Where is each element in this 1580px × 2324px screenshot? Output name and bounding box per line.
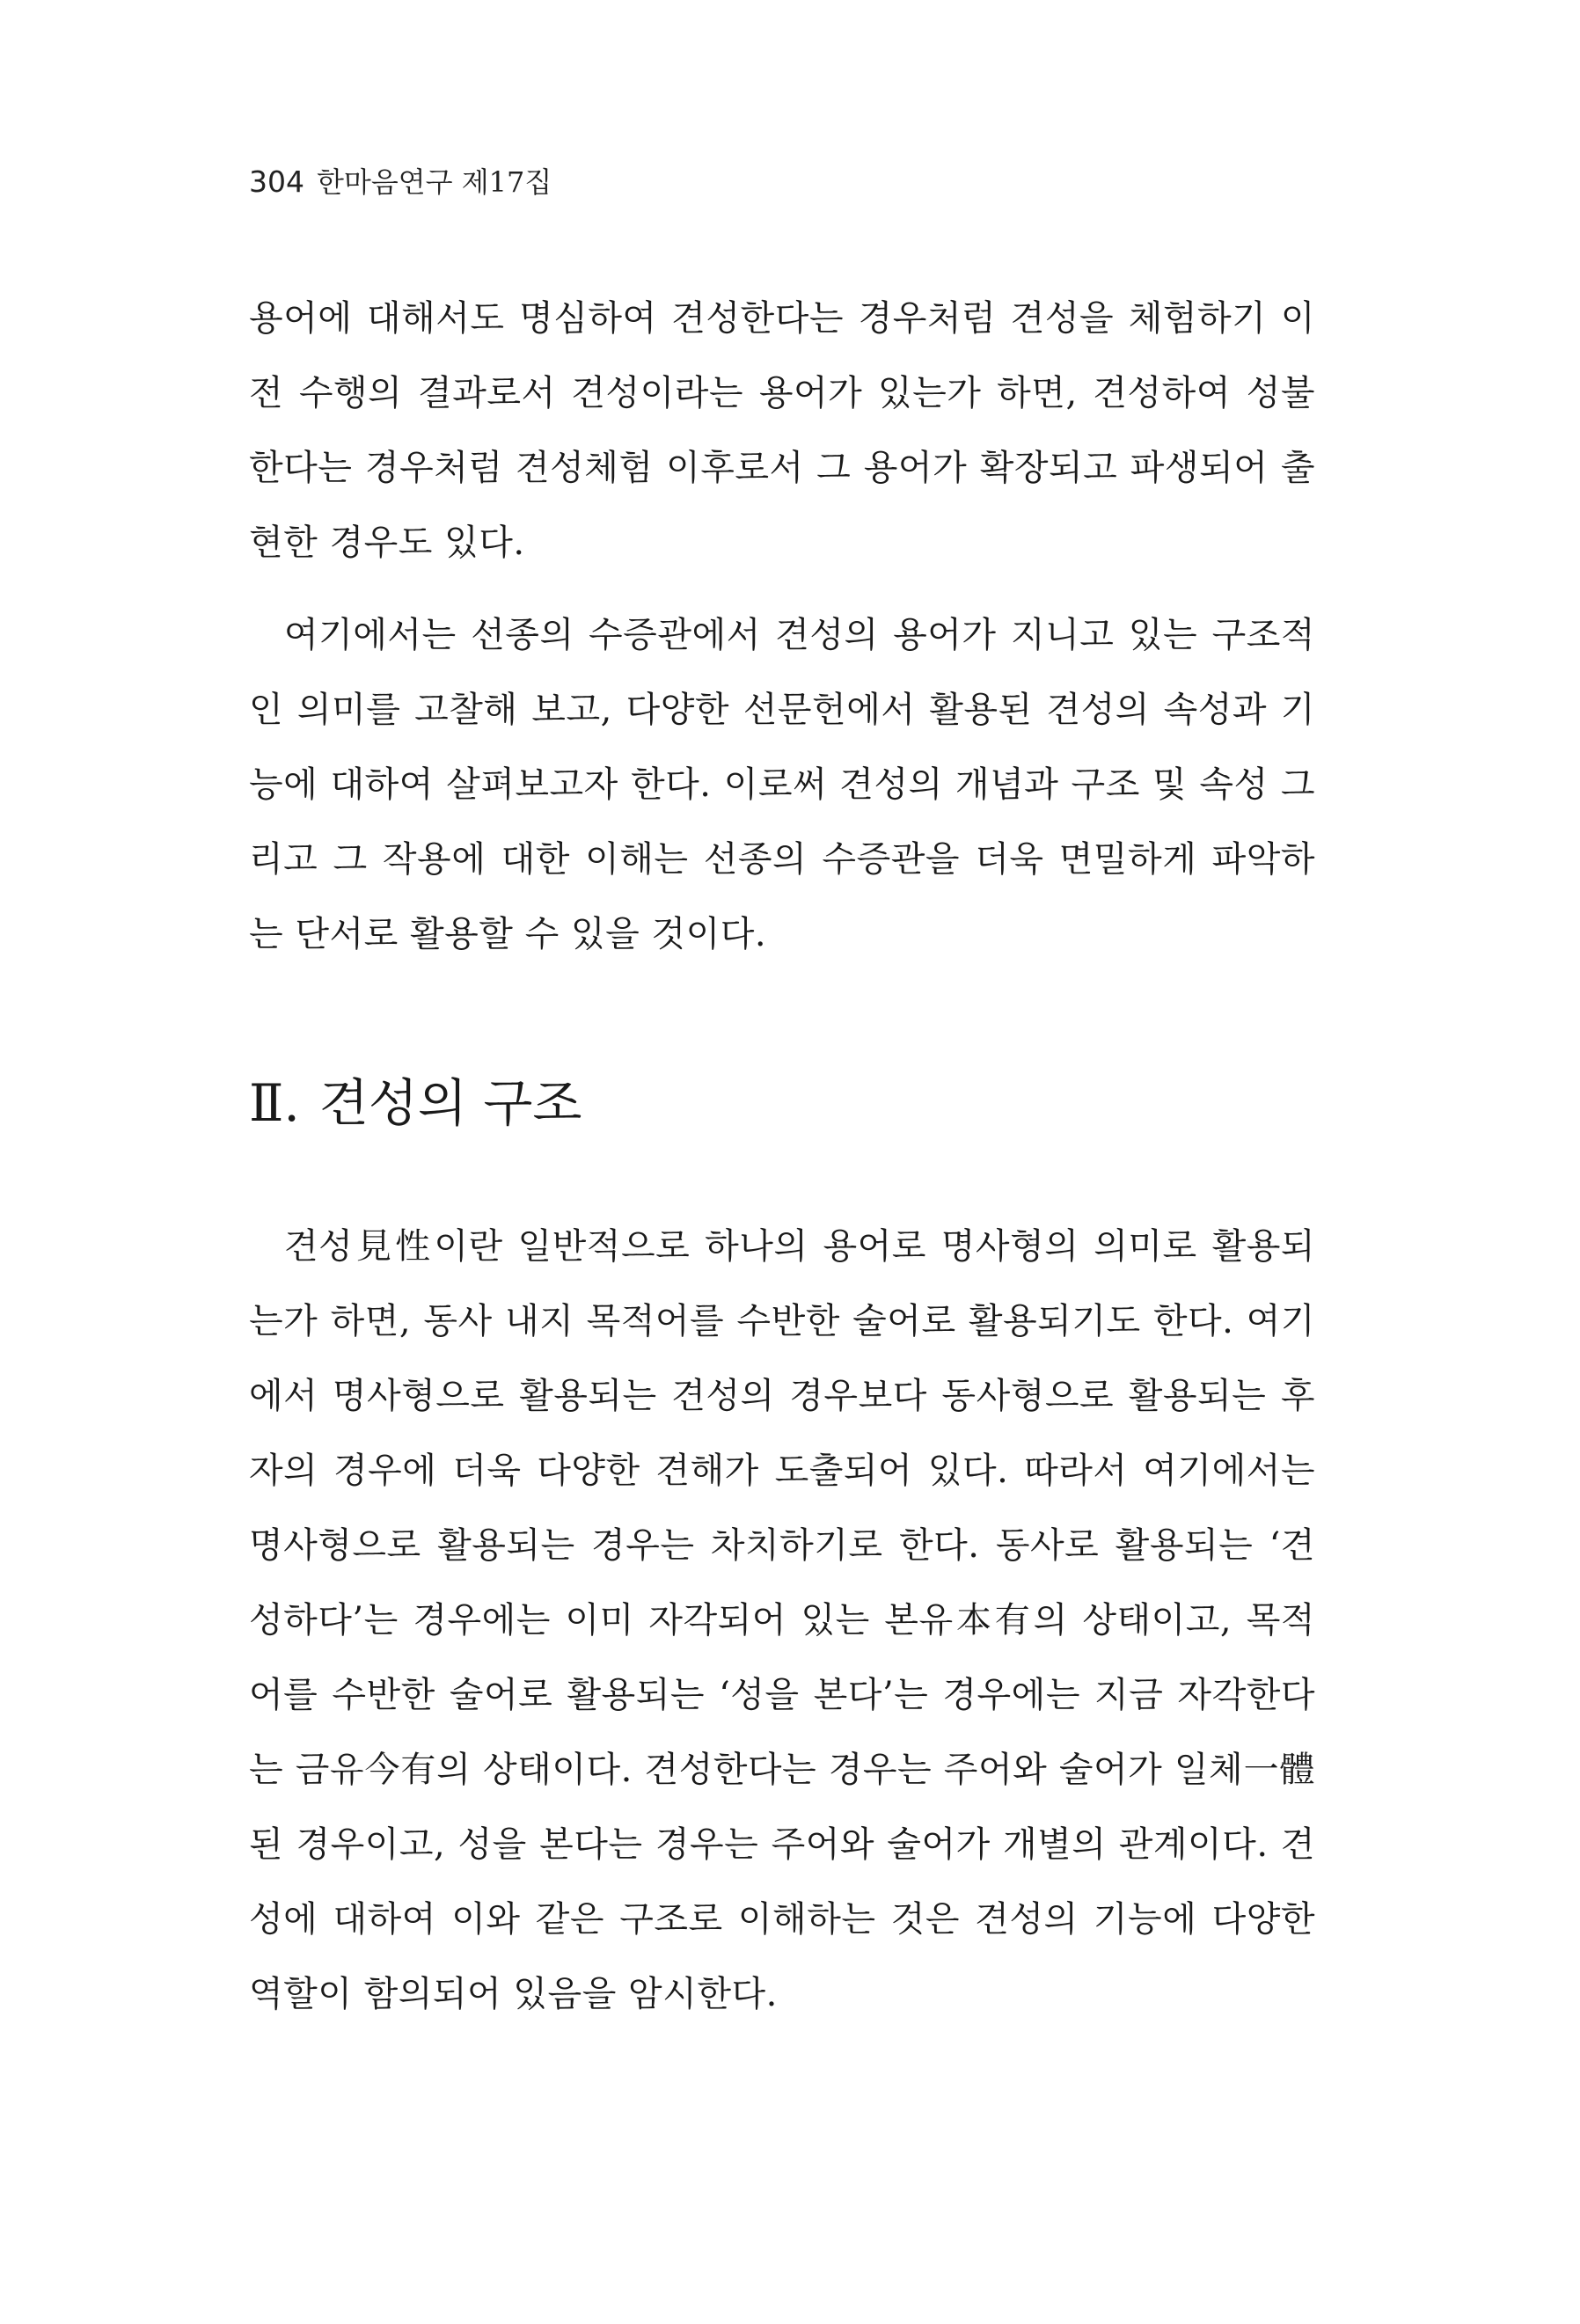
- section-numeral: Ⅱ.: [249, 1073, 300, 1133]
- page-number: 304: [249, 164, 304, 199]
- body-paragraph-continued: 용어에 대해서도 명심하여 견성한다는 경우처럼 견성을 체험하기 이전 수행의 결과로서 견성이라는 용어가 있는가 하면, 견성하여 성불한다는 경우처럼 견성체험 이후로서 그 용어가 확장되고 파생되어 출현한 경우도 있다.: [249, 298, 1315, 563]
- running-head: [249, 164, 552, 199]
- section-body-paragraph: 견성見性이란 일반적으로 하나의 용어로 명사형의 의미로 활용되는가 하면, 동사 내지 목적어를 수반한 술어로 활용되기도 한다. 여기에서 명사형으로 활용되는 견성의 경우보다 동사형으로 활용되는 후자의 경우에 더욱 다양한 견해가 도출되어 있다. 따라서 여기에서는 명사형으로 활용되는 경우는 차치하기로 한다. 동사로 활용되는 ‘견성하다’는 경우에는 이미 자각되어 있는 본유本有의 상태이고, 목적어를 수반한 술어로 활용되는 ‘성을 본다’는 경우에는 지금 자각한다는 금유今有의 상태이다. 견성한다는 경우는 주어와 술어가 일체一體된 경우이고, 성을 본다는 경우는 주어와 술어가 개별의 관계이다. 견성에 대하여 이와 같은 구조로 이해하는 것은 견성의 기능에 다양한 역할이 함의되어 있음을 암시한다.: [249, 1226, 1315, 2014]
- section-title: 견성의 구조: [318, 1073, 582, 1133]
- book-title: 한마음연구 제17집: [317, 165, 552, 199]
- section-heading: [249, 1073, 582, 1135]
- body-paragraph: 여기에서는 선종의 수증관에서 견성의 용어가 지니고 있는 구조적인 의미를 고찰해 보고, 다양한 선문헌에서 활용된 견성의 속성과 기능에 대하여 살펴보고자 한다. 이로써 견성의 개념과 구조 및 속성 그리고 그 작용에 대한 이해는 선종의 수증관을 더욱 면밀하게 파악하는 단서로 활용할 수 있을 것이다.: [249, 615, 1315, 954]
